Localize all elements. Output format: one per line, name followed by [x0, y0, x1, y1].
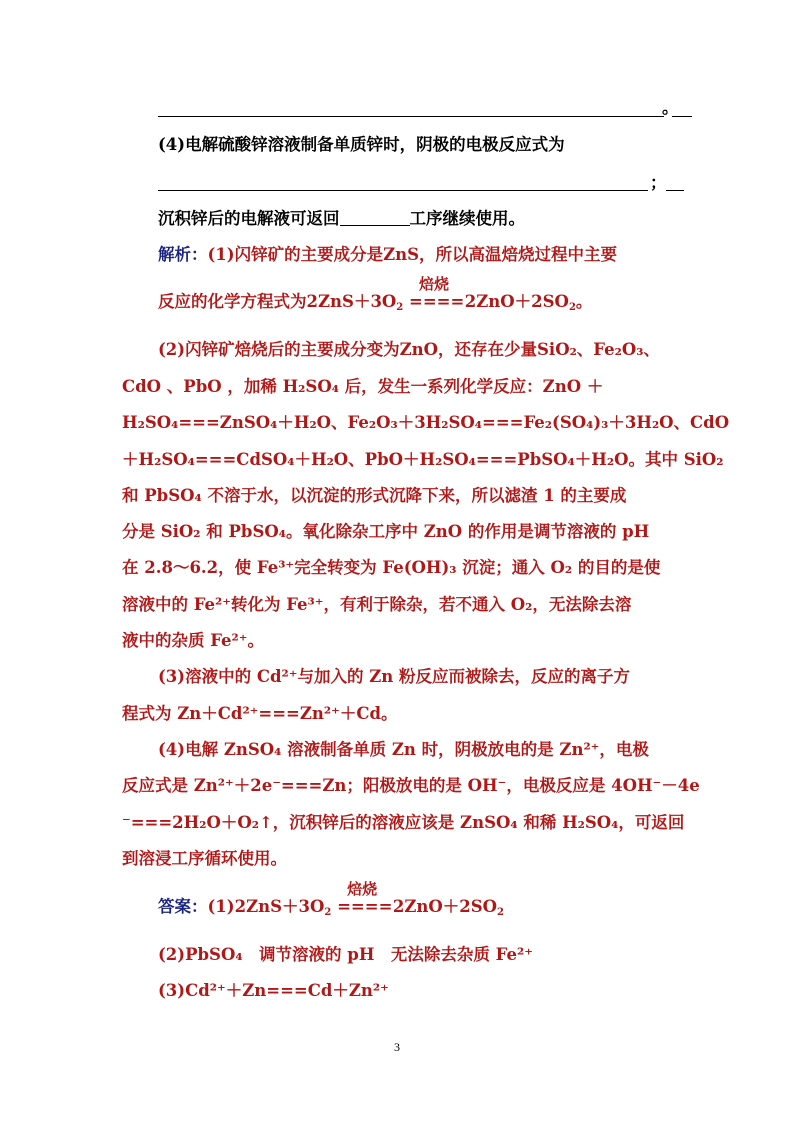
answer-1-a: (1)2ZnS＋3O	[207, 897, 325, 916]
analysis-p1-b: 反应的化学方程式为2ZnS＋3O	[158, 292, 397, 311]
analysis-p1-line1	[158, 244, 617, 266]
process-blank[interactable]	[340, 209, 410, 226]
analysis-p3-line2: 程式为 Zn＋Cd²⁺===Zn²⁺＋Cd。	[122, 704, 398, 723]
q4-tail-b: 工序继续使用。	[409, 209, 525, 228]
analysis-p4-line1: (4)电解 ZnSO₄ 溶液制备单质 Zn 时，阴极放电的是 Zn²⁺，电极	[158, 740, 649, 759]
answer-condition-equals: ====	[337, 897, 393, 916]
answer-condition-label: 焙烧	[347, 880, 378, 898]
analysis-p2-line9: 液中的杂质 Fe²⁺。	[122, 631, 264, 650]
answer-reaction-condition	[337, 880, 393, 918]
analysis-label: 解析	[158, 245, 191, 264]
analysis-p2-line5: 和 PbSO₄ 不溶于水，以沉淀的形式沉降下来，所以滤渣 1 的主要成	[122, 486, 627, 505]
condition-label: 焙烧	[419, 275, 450, 293]
answer-blank-line-1-tail	[672, 116, 692, 117]
reaction-condition	[409, 275, 465, 313]
analysis-p4-line4: 到溶浸工序循环使用。	[122, 849, 287, 868]
answer-blank-line-1[interactable]	[158, 116, 664, 117]
analysis-p1-a: (1)闪锌矿的主要成分是ZnS，所以高温焙烧过程中主要	[207, 245, 618, 264]
question-4-text: (4)电解硫酸锌溶液制备单质锌时，阴极的电极反应式为	[158, 135, 565, 154]
answer-line-1	[158, 880, 504, 918]
question-4-tail	[158, 208, 525, 230]
analysis-p3-line1: (3)溶液中的 Cd²⁺与加入的 Zn 粉反应而被除去，反应的离子方	[158, 667, 630, 686]
condition-equals: ====	[409, 292, 465, 311]
period: 。	[575, 292, 593, 311]
analysis-p2-line2: CdO 、PbO ，加稀 H₂SO₄ 后，发生一系列化学反应：ZnO ＋	[122, 377, 604, 396]
analysis-p1-c: 2ZnO＋2SO	[464, 292, 569, 311]
sub-2c: 2	[324, 907, 332, 918]
analysis-p2-line4: ＋H₂SO₄===CdSO₄＋H₂O、PbO＋H₂SO₄===PbSO₄＋H₂O。其中 SiO₂	[122, 450, 724, 469]
analysis-colon: ：	[191, 245, 208, 264]
answer-colon: ：	[191, 897, 208, 916]
end-mark-2: ；	[650, 173, 667, 192]
answer-1-c: 2ZnO＋2SO	[392, 897, 498, 916]
sub-2d: 2	[497, 907, 504, 918]
answer-blank-line-2-tail	[666, 190, 684, 191]
answer-blank-line-2[interactable]	[158, 190, 648, 191]
analysis-p2-line3: H₂SO₄===ZnSO₄＋H₂O、Fe₂O₃＋3H₂SO₄===Fe₂(SO₄)₃＋3H₂O、CdO	[122, 413, 730, 432]
analysis-p1-line2	[158, 275, 593, 313]
sub-2: 2	[396, 302, 404, 313]
q4-tail-a: 沉积锌后的电解液可返回	[158, 209, 340, 228]
answer-line-2: (2)PbSO₄ 调节溶液的 pH 无法除去杂质 Fe²⁺	[158, 945, 533, 964]
analysis-p2-line1: (2)闪锌矿焙烧后的主要成分变为ZnO，还存在少量SiO₂、Fe₂O₃、	[158, 340, 660, 359]
analysis-p2-line7: 在 2.8～6.2，使 Fe³⁺完全转变为 Fe(OH)₃ 沉淀；通入 O₂ 的目的是使	[122, 558, 661, 577]
end-mark: 。	[662, 98, 679, 117]
analysis-p4-line2: 反应式是 Zn²⁺＋2e⁻===Zn；阳极放电的是 OH⁻，电极反应是 4OH⁻－4e	[122, 776, 700, 795]
analysis-p2-line6: 分是 SiO₂ 和 PbSO₄。氧化除杂工序中 ZnO 的作用是调节溶液的 pH	[122, 522, 650, 541]
answer-label: 答案	[158, 897, 191, 916]
analysis-p2-line8: 溶液中的 Fe²⁺转化为 Fe³⁺，有利于除杂，若不通入 O₂，无法除去溶	[122, 595, 632, 614]
page-number: 3	[394, 1040, 400, 1054]
analysis-p4-line3: ⁻===2H₂O＋O₂↑，沉积锌后的溶液应该是 ZnSO₄ 和稀 H₂SO₄，可返回	[122, 813, 685, 832]
answer-line-3: (3)Cd²⁺＋Zn===Cd＋Zn²⁺	[158, 981, 389, 1000]
sub-2b: 2	[568, 302, 576, 313]
